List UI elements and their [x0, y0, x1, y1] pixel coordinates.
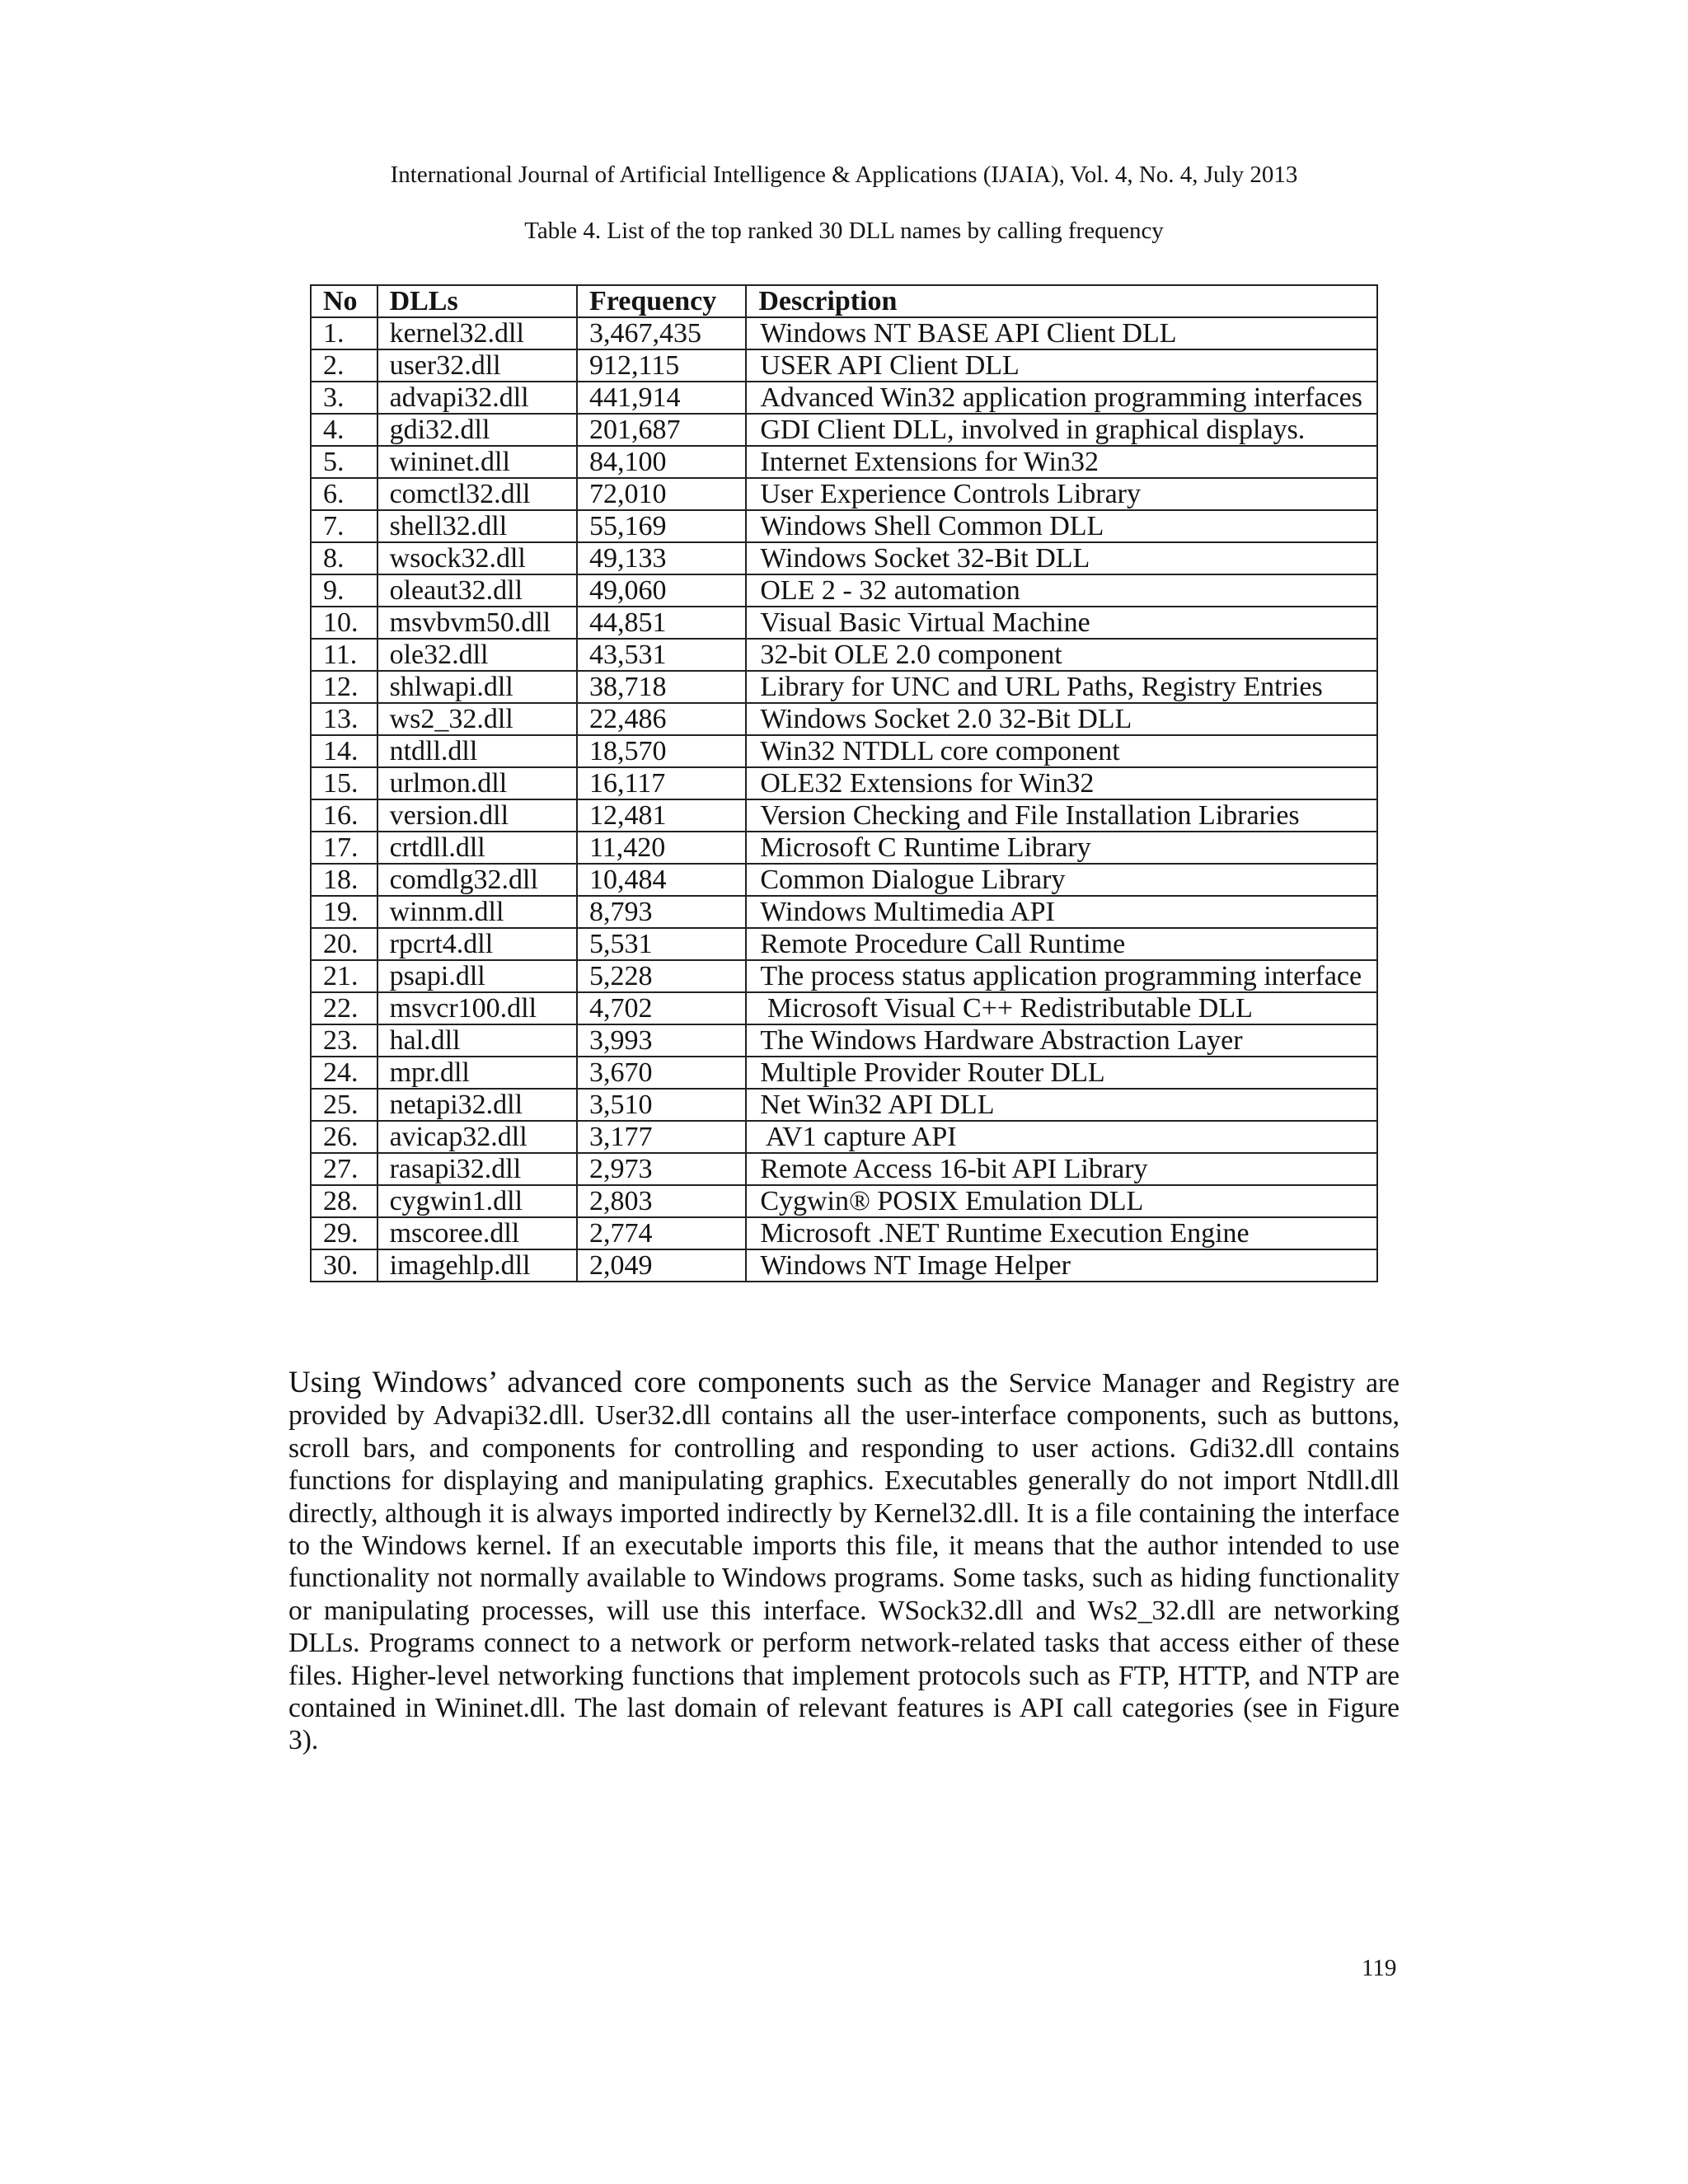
cell-frequency: 84,100: [577, 446, 746, 478]
table-row: [311, 767, 1377, 799]
table-row: [311, 542, 1377, 574]
cell-no: 9.: [311, 574, 377, 607]
cell-frequency: 22,486: [577, 703, 746, 735]
cell-description: Win32 NTDLL core component: [746, 735, 1377, 767]
cell-dll-name: hal.dll: [377, 1024, 577, 1057]
cell-description: Windows NT BASE API Client DLL: [746, 317, 1377, 349]
cell-frequency: 8,793: [577, 896, 746, 928]
column-header-frequency: Frequency: [577, 285, 746, 317]
table-row: [311, 510, 1377, 542]
cell-dll-name: winnm.dll: [377, 896, 577, 928]
table-row: [311, 639, 1377, 671]
cell-no: 26.: [311, 1121, 377, 1153]
cell-description: Visual Basic Virtual Machine: [746, 607, 1377, 639]
cell-description: Remote Access 16-bit API Library: [746, 1153, 1377, 1185]
cell-frequency: 43,531: [577, 639, 746, 671]
cell-description: 32-bit OLE 2.0 component: [746, 639, 1377, 671]
cell-description: Windows Socket 2.0 32-Bit DLL: [746, 703, 1377, 735]
cell-no: 23.: [311, 1024, 377, 1057]
cell-no: 20.: [311, 928, 377, 960]
cell-description: Common Dialogue Library: [746, 864, 1377, 896]
cell-dll-name: ntdll.dll: [377, 735, 577, 767]
table-row: [311, 317, 1377, 349]
running-head: International Journal of Artificial Intelligence & Applications (IJAIA), Vol. 4, No. 4, July 2013: [390, 162, 1298, 188]
cell-dll-name: avicap32.dll: [377, 1121, 577, 1153]
cell-description: USER API Client DLL: [746, 349, 1377, 382]
cell-dll-name: shell32.dll: [377, 510, 577, 542]
cell-no: 28.: [311, 1185, 377, 1217]
paragraph-text: Service Manager and Registry are provided by Advapi32.dll. User32.dll contains all the user-interface components, such as buttons, scroll bars, and components for controlling and responding to user actions. Gdi32.dll contains functions for displaying and manipulating graphics. Executables generally do not import Ntdll.dll directly, although it is always imported indirectly by Kernel32.dll. It is a file containing the interface to the Windows kernel. If an executable imports this file, it means that the author intended to use functionality not normally available to Windows programs. Some tasks, such as hiding functionality or manipulating processes, will use this interface. WSock32.dll and Ws2_32.dll are networking DLLs. Programs connect to a network or perform network-related tasks that access either of these files. Higher-level networking functions that implement protocols such as FTP, HTTP, and NTP are contained in Wininet.dll. The last domain of relevant features is API call categories (see in Figure 3).: [288, 1368, 1400, 1756]
cell-description: Windows Multimedia API: [746, 896, 1377, 928]
table-row: [311, 446, 1377, 478]
cell-description: Windows NT Image Helper: [746, 1249, 1377, 1282]
cell-frequency: 55,169: [577, 510, 746, 542]
cell-dll-name: msvcr100.dll: [377, 992, 577, 1024]
cell-description: Version Checking and File Installation Libraries: [746, 799, 1377, 832]
cell-description: Multiple Provider Router DLL: [746, 1057, 1377, 1089]
cell-dll-name: kernel32.dll: [377, 317, 577, 349]
cell-frequency: 912,115: [577, 349, 746, 382]
paragraph-lead: Using Windows’ advanced core components such as the: [288, 1366, 998, 1399]
cell-no: 7.: [311, 510, 377, 542]
cell-no: 17.: [311, 832, 377, 864]
cell-description: The Windows Hardware Abstraction Layer: [746, 1024, 1377, 1057]
cell-no: 21.: [311, 960, 377, 992]
body-paragraph: [288, 1366, 1400, 1757]
cell-frequency: 441,914: [577, 382, 746, 414]
table-caption: Table 4. List of the top ranked 30 DLL names by calling frequency: [524, 218, 1164, 244]
table-row: [311, 896, 1377, 928]
cell-no: 30.: [311, 1249, 377, 1282]
cell-dll-name: netapi32.dll: [377, 1089, 577, 1121]
cell-description: User Experience Controls Library: [746, 478, 1377, 510]
cell-frequency: 12,481: [577, 799, 746, 832]
cell-description: Advanced Win32 application programming interfaces: [746, 382, 1377, 414]
table-row: [311, 574, 1377, 607]
cell-frequency: 49,060: [577, 574, 746, 607]
table-row: [311, 671, 1377, 703]
cell-dll-name: msvbvm50.dll: [377, 607, 577, 639]
cell-no: 3.: [311, 382, 377, 414]
cell-no: 6.: [311, 478, 377, 510]
cell-dll-name: oleaut32.dll: [377, 574, 577, 607]
cell-frequency: 11,420: [577, 832, 746, 864]
cell-frequency: 16,117: [577, 767, 746, 799]
cell-description: Cygwin® POSIX Emulation DLL: [746, 1185, 1377, 1217]
cell-no: 5.: [311, 446, 377, 478]
column-header-dlls: DLLs: [377, 285, 577, 317]
cell-dll-name: urlmon.dll: [377, 767, 577, 799]
cell-frequency: 72,010: [577, 478, 746, 510]
table-row: [311, 382, 1377, 414]
cell-dll-name: shlwapi.dll: [377, 671, 577, 703]
cell-description: The process status application programming interface: [746, 960, 1377, 992]
table-row: [311, 1121, 1377, 1153]
cell-no: 10.: [311, 607, 377, 639]
cell-frequency: 3,510: [577, 1089, 746, 1121]
cell-no: 1.: [311, 317, 377, 349]
cell-no: 19.: [311, 896, 377, 928]
cell-description: Windows Socket 32-Bit DLL: [746, 542, 1377, 574]
cell-description: AV1 capture API: [746, 1121, 1377, 1153]
cell-frequency: 5,228: [577, 960, 746, 992]
cell-no: 11.: [311, 639, 377, 671]
cell-frequency: 44,851: [577, 607, 746, 639]
table-row: [311, 607, 1377, 639]
dll-table: [310, 284, 1378, 1282]
cell-description: Microsoft Visual C++ Redistributable DLL: [746, 992, 1377, 1024]
table-row: [311, 1089, 1377, 1121]
table-row: [311, 1024, 1377, 1057]
cell-description: OLE 2 - 32 automation: [746, 574, 1377, 607]
table-row: [311, 799, 1377, 832]
cell-description: Microsoft C Runtime Library: [746, 832, 1377, 864]
cell-no: 2.: [311, 349, 377, 382]
table-row: [311, 1249, 1377, 1282]
cell-dll-name: mpr.dll: [377, 1057, 577, 1089]
cell-frequency: 3,467,435: [577, 317, 746, 349]
cell-description: Net Win32 API DLL: [746, 1089, 1377, 1121]
cell-dll-name: wsock32.dll: [377, 542, 577, 574]
cell-dll-name: advapi32.dll: [377, 382, 577, 414]
cell-no: 24.: [311, 1057, 377, 1089]
cell-dll-name: version.dll: [377, 799, 577, 832]
table-row: [311, 928, 1377, 960]
cell-frequency: 5,531: [577, 928, 746, 960]
table-row: [311, 414, 1377, 446]
cell-frequency: 38,718: [577, 671, 746, 703]
table-row: [311, 1057, 1377, 1089]
table-row: [311, 1153, 1377, 1185]
cell-dll-name: wininet.dll: [377, 446, 577, 478]
cell-description: GDI Client DLL, involved in graphical displays.: [746, 414, 1377, 446]
cell-no: 13.: [311, 703, 377, 735]
table-row: [311, 478, 1377, 510]
cell-frequency: 3,670: [577, 1057, 746, 1089]
cell-dll-name: crtdll.dll: [377, 832, 577, 864]
cell-no: 15.: [311, 767, 377, 799]
cell-dll-name: comdlg32.dll: [377, 864, 577, 896]
cell-frequency: 2,049: [577, 1249, 746, 1282]
cell-dll-name: gdi32.dll: [377, 414, 577, 446]
cell-no: 18.: [311, 864, 377, 896]
cell-frequency: 18,570: [577, 735, 746, 767]
table-row: [311, 703, 1377, 735]
cell-description: Internet Extensions for Win32: [746, 446, 1377, 478]
table-row: [311, 992, 1377, 1024]
cell-frequency: 10,484: [577, 864, 746, 896]
cell-dll-name: ole32.dll: [377, 639, 577, 671]
cell-no: 8.: [311, 542, 377, 574]
cell-dll-name: user32.dll: [377, 349, 577, 382]
cell-frequency: 3,177: [577, 1121, 746, 1153]
cell-description: OLE32 Extensions for Win32: [746, 767, 1377, 799]
page-number: 119: [1362, 1955, 1397, 1981]
cell-dll-name: rasapi32.dll: [377, 1153, 577, 1185]
cell-description: Remote Procedure Call Runtime: [746, 928, 1377, 960]
cell-dll-name: cygwin1.dll: [377, 1185, 577, 1217]
cell-dll-name: mscoree.dll: [377, 1217, 577, 1249]
cell-no: 22.: [311, 992, 377, 1024]
cell-no: 4.: [311, 414, 377, 446]
cell-frequency: 2,803: [577, 1185, 746, 1217]
table-row: [311, 1185, 1377, 1217]
table-header-row: [311, 285, 1377, 317]
table-row: [311, 349, 1377, 382]
table-body: [311, 317, 1377, 1282]
table-row: [311, 1217, 1377, 1249]
cell-frequency: 2,774: [577, 1217, 746, 1249]
cell-no: 27.: [311, 1153, 377, 1185]
cell-no: 14.: [311, 735, 377, 767]
table-row: [311, 735, 1377, 767]
cell-frequency: 3,993: [577, 1024, 746, 1057]
cell-dll-name: comctl32.dll: [377, 478, 577, 510]
table-row: [311, 832, 1377, 864]
cell-description: Microsoft .NET Runtime Execution Engine: [746, 1217, 1377, 1249]
cell-dll-name: psapi.dll: [377, 960, 577, 992]
cell-dll-name: imagehlp.dll: [377, 1249, 577, 1282]
cell-frequency: 49,133: [577, 542, 746, 574]
cell-no: 12.: [311, 671, 377, 703]
cell-description: Library for UNC and URL Paths, Registry Entries: [746, 671, 1377, 703]
cell-frequency: 2,973: [577, 1153, 746, 1185]
cell-no: 16.: [311, 799, 377, 832]
column-header-description: Description: [746, 285, 1377, 317]
cell-frequency: 201,687: [577, 414, 746, 446]
table-row: [311, 960, 1377, 992]
cell-frequency: 4,702: [577, 992, 746, 1024]
cell-dll-name: rpcrt4.dll: [377, 928, 577, 960]
cell-no: 29.: [311, 1217, 377, 1249]
table-row: [311, 864, 1377, 896]
cell-no: 25.: [311, 1089, 377, 1121]
cell-dll-name: ws2_32.dll: [377, 703, 577, 735]
cell-description: Windows Shell Common DLL: [746, 510, 1377, 542]
column-header-no: No: [311, 285, 377, 317]
